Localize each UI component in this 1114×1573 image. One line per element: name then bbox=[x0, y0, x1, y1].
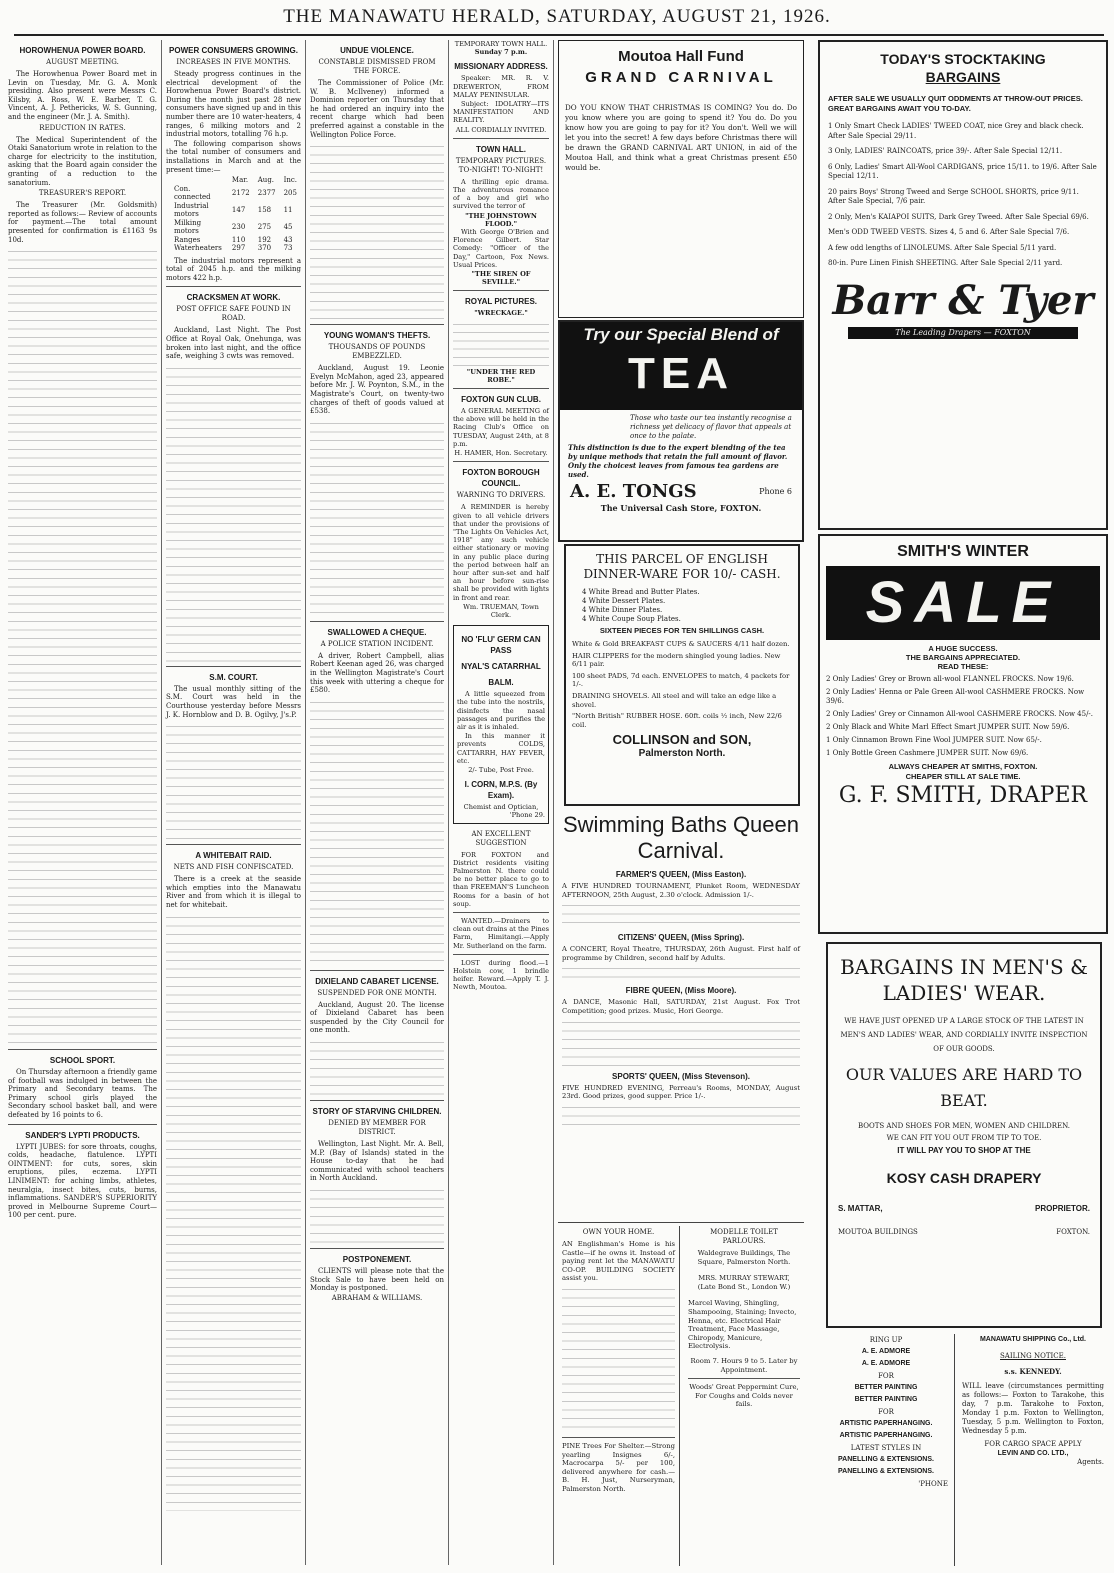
table-row bbox=[170, 219, 301, 236]
list-item: 2 Only Ladies' Henna or Pale Green All-wool CASHMERE FROCKS. Now 39/6. bbox=[826, 688, 1085, 705]
table-header-cell: Inc. bbox=[283, 176, 297, 185]
table-cell: Con. connected bbox=[174, 184, 211, 202]
table-cell: 205 bbox=[283, 188, 297, 197]
paragraph: 100 sheet PADS, 7d each. ENVELOPES to match, 4 packets for 1/-. bbox=[572, 671, 790, 689]
heading: MISSIONARY ADDRESS. bbox=[454, 62, 548, 72]
signature: ABRAHAM & WILLIAMS. bbox=[331, 1293, 423, 1302]
paragraph: The Medical Superintendent of the Otaki Sanatorium wrote in relation to the charge for electricity to the institution, asking that the Board again consider the granting of a reduction to the sanatorium. bbox=[8, 135, 157, 187]
ad-heading: BALM. bbox=[488, 678, 514, 688]
paragraph: The industrial motors represent a total of 2045 h.p. and the milking motors 422 h.p. bbox=[166, 256, 301, 282]
modelle-parlours-ad bbox=[684, 1226, 804, 1566]
subheading: POST OFFICE SAFE FOUND IN ROAD. bbox=[176, 305, 291, 323]
filler-text bbox=[8, 245, 157, 1045]
heading: SCHOOL SPORT. bbox=[49, 1056, 116, 1066]
subheading: AN EXCELLENT SUGGESTION bbox=[471, 829, 531, 847]
list-item: 4 White Bread and Butter Plates. bbox=[582, 588, 700, 596]
table-row bbox=[170, 236, 301, 245]
notice-line: Sunday 7 p.m. bbox=[474, 48, 528, 57]
heading: FOXTON GUN CLUB. bbox=[461, 395, 541, 405]
table-cell: Industrial motors bbox=[174, 201, 209, 219]
heading: TOWN HALL. bbox=[475, 144, 527, 154]
ad-line: BETTER PAINTING bbox=[854, 1396, 918, 1403]
divider bbox=[453, 954, 549, 955]
ad-line: ARTISTIC PAPERHANGING. bbox=[839, 1420, 933, 1427]
heading: HOROWHENUA POWER BOARD. bbox=[19, 46, 146, 55]
signature: Wm. TRUEMAN, Town Clerk. bbox=[463, 602, 539, 619]
smiths-winter-sale-ad bbox=[818, 534, 1108, 934]
paragraph: There is a creek at the seaside which empties into the Manawatu River and from which it is illegal to net for whitebait. bbox=[166, 875, 301, 909]
ad-line: FOR bbox=[878, 1372, 894, 1380]
ad-subheading: READ THESE: bbox=[937, 662, 989, 671]
subheading: CONSTABLE DISMISSED FROM THE FORCE. bbox=[318, 58, 436, 75]
table-cell: Waterheaters bbox=[174, 244, 222, 253]
ad-proprietor-title: PROPRIETOR. bbox=[1035, 1204, 1090, 1213]
ad-line: FOR bbox=[878, 1408, 894, 1416]
ad-body: WE HAVE JUST OPENED UP A LARGE STOCK OF THE LATEST IN MEN'S AND LADIES' WEAR, AND CORDIALLY INVITE INSPECTION OF OUR GOODS. bbox=[840, 1017, 1088, 1053]
tea-text: Those who taste our tea instantly recognise a richness yet delicacy of flavor that appeals at once to the palate. bbox=[630, 414, 792, 440]
paragraph: Auckland, Last Night. The Post Office at Royal Oak, Onehunga, was broken into last night, and the office safe, weighing 3 cwts was removed. bbox=[166, 326, 301, 361]
ad-heading: NYAL'S CATARRHAL bbox=[461, 662, 541, 672]
tea-banner bbox=[560, 322, 802, 410]
table-cell: 2377 bbox=[257, 188, 276, 197]
list-item: 1 Only Smart Check LADIES' TWEED COAT, nice Grey and black check. After Sale Special 29/11. bbox=[828, 122, 1084, 140]
admore-painting-ad bbox=[818, 1334, 955, 1566]
ad-phone: 'Phone 29. bbox=[509, 811, 545, 820]
subheading: NETS AND FISH CONFISCATED. bbox=[173, 863, 294, 872]
ad-footer: CHEAPER STILL AT SALE TIME. bbox=[905, 772, 1021, 781]
divider bbox=[310, 1100, 444, 1101]
ad-title: TODAY'S STOCKTAKING bbox=[880, 51, 1046, 67]
heading: POSTPONEMENT. bbox=[342, 1255, 412, 1265]
ad-place: Palmerston North. bbox=[638, 748, 726, 760]
filler-text bbox=[310, 696, 444, 966]
notice-line: ALL CORDIALLY INVITED. bbox=[455, 125, 547, 134]
filler-text bbox=[310, 1184, 444, 1244]
list-item: 20 pairs Boys' Strong Tweed and Serge SCHOOL SHORTS, price 9/11. After Sale Special, 7/6 pair. bbox=[828, 187, 1079, 205]
subheading: TREASURER'S REPORT. bbox=[38, 189, 127, 198]
divider bbox=[453, 290, 549, 291]
list-item: 4 White Coupe Soup Plates. bbox=[582, 615, 681, 623]
table-cell: 297 bbox=[231, 244, 246, 253]
ad-address-row bbox=[838, 1224, 1090, 1240]
paragraph: HAIR CLIPPERS for the modern shingled young ladies. New 6/11 pair. bbox=[572, 651, 781, 669]
list-item: 6 Only, Ladies' Smart All-Wool CARDIGANS, price 15/11. to 19/6. After Sale Special 12/11. bbox=[828, 162, 1097, 180]
divider bbox=[8, 1049, 157, 1050]
consumers-table bbox=[170, 176, 301, 253]
ad-subheading: A HUGE SUCCESS. bbox=[928, 644, 998, 653]
paragraph: With George O'Brien and Florence Gilbert. Star Comedy: "Officer of the Day," Cartoon, Fox News. Usual Prices. bbox=[453, 228, 549, 269]
filler-text bbox=[562, 1101, 800, 1131]
divider bbox=[166, 844, 301, 845]
divider bbox=[310, 324, 444, 325]
divider bbox=[453, 138, 549, 139]
subheading: AUGUST MEETING. bbox=[46, 58, 119, 66]
sale-banner: SALE bbox=[826, 566, 1100, 640]
list-item: 2 Only Ladies' Grey or Brown all-wool FLANNEL FROCKS. Now 19/6. bbox=[826, 675, 1074, 683]
ad-signature: Chemist and Optician, bbox=[463, 803, 539, 812]
divider bbox=[453, 388, 549, 389]
masthead bbox=[0, 0, 1114, 36]
ad-subtitle: GRAND CARNIVAL bbox=[585, 69, 777, 86]
ad-slogan: OUR VALUES ARE HARD TO BEAT. bbox=[845, 1065, 1083, 1110]
table-header-cell: Aug. bbox=[257, 176, 275, 185]
ad-merchant: KOSY CASH DRAPERY bbox=[886, 1170, 1042, 1186]
table-cell: 45 bbox=[283, 222, 293, 231]
ad-merchant: G. F. SMITH, DRAPER bbox=[838, 783, 1088, 808]
ad-line: RING UP bbox=[869, 1336, 903, 1344]
heading: POWER CONSUMERS GROWING. bbox=[169, 46, 298, 55]
ad-title: Moutoa Hall Fund bbox=[618, 48, 744, 65]
filler-text bbox=[310, 417, 444, 617]
paragraph: A little squeezed from the tube into the nostrils, disinfects the nasal passages and purifies the air as it is inhaled. bbox=[457, 690, 545, 731]
ad-title: BARGAINS IN MEN'S & LADIES' WEAR. bbox=[840, 955, 1088, 1005]
ad-phone: 'PHONE bbox=[918, 1480, 948, 1488]
tea-text: This distinction is due to the expert blending of the tea by unique methods that retain the full amount of flavor. Only the choicest leaves from famous tea gardens are used. bbox=[568, 443, 788, 479]
paragraph: A GENERAL MEETING of the above will be held in the Racing Club's Office on TUESDAY, August 24th, at 8 p.m. bbox=[453, 407, 549, 448]
filler-text bbox=[562, 1016, 800, 1066]
ad-subheading: THE BARGAINS APPRECIATED. bbox=[905, 653, 1021, 662]
barr-tyer-tagline: The Leading Drapers — FOXTON bbox=[848, 327, 1078, 339]
table-cell: 370 bbox=[257, 244, 272, 253]
paragraph: The Commissioner of Police (Mr. W. B. McIlveney) informed a Dominion reporter on Thursday that he had ordered an inquiry into the recent charge which had been preferred against a constable in the Wellington Police Force. bbox=[310, 79, 444, 139]
heading: ROYAL PICTURES. bbox=[464, 297, 537, 307]
heading: DIXIELAND CABARET LICENSE. bbox=[315, 976, 439, 986]
paragraph: The following comparison shows the total number of consumers and installations in March and at the present time:— bbox=[166, 139, 301, 174]
column-4 bbox=[449, 40, 554, 1565]
table-header-cell bbox=[170, 176, 228, 185]
heading: FOXTON BOROUGH COUNCIL. bbox=[462, 468, 540, 489]
shipping-notice-ad bbox=[958, 1334, 1108, 1566]
heading: A WHITEBAIT RAID. bbox=[195, 851, 272, 861]
subheading: WARNING TO DRIVERS. bbox=[456, 491, 546, 500]
filler-text bbox=[310, 140, 444, 320]
paragraph: The Treasurer (Mr. Goldsmith) reported as follows:— Review of accounts for payment.—The total amount presented for confirmation is £1163 9s 10d. bbox=[8, 201, 157, 244]
subheading: SUSPENDED FOR ONE MONTH. bbox=[317, 988, 437, 997]
ad-town: FOXTON. bbox=[1056, 1228, 1090, 1236]
table-cell: 192 bbox=[257, 235, 272, 244]
table-cell: 230 bbox=[231, 222, 246, 231]
collinson-dinnerware-ad bbox=[564, 544, 800, 806]
paragraph: PINE Trees For Shelter.—Strong yearling Insignes 6/-, Macrocarpa 5/- per 100, delivered anywhere for cash.—B. H. Just, Nurseryman, Palmerston North. bbox=[562, 1441, 675, 1493]
divider bbox=[453, 912, 549, 913]
paragraph: The usual monthly sitting of the S.M. Court was held in the Courthouse yesterday before Messrs J. K. Hornblow and D. B. Ogilvy, J's.P. bbox=[166, 684, 301, 719]
heading: SANDER'S LYPTI PRODUCTS. bbox=[25, 1130, 140, 1140]
ad-body: FOR CARGO SPACE APPLY bbox=[984, 1440, 1082, 1448]
paragraph: White & Gold BREAKFAST CUPS & SAUCERS 4/11 half dozen. bbox=[572, 640, 790, 648]
ad-intro: AFTER SALE WE USUALLY QUIT ODDMENTS AT THROW-OUT PRICES. GREAT BARGAINS AWAIT YOU TO-DAY. bbox=[828, 94, 1083, 113]
column-2 bbox=[162, 40, 306, 1565]
subheading: THOUSANDS OF POUNDS EMBEZZLED. bbox=[328, 343, 426, 361]
subheading: REDUCTION IN RATES. bbox=[39, 123, 126, 132]
ad-agent: LEVIN AND CO. LTD., bbox=[997, 1450, 1069, 1457]
table-cell: 73 bbox=[283, 244, 293, 253]
own-your-home-ad bbox=[558, 1226, 680, 1566]
ad-line: LATEST STYLES IN bbox=[850, 1444, 922, 1452]
table-cell: 11 bbox=[283, 205, 293, 214]
paragraph: A driver, Robert Campbell, alias Robert Keenan aged 26, was charged in the Wellington Magistrate's Court this week with uttering a cheque for £580. bbox=[310, 651, 444, 695]
table-cell: 158 bbox=[257, 205, 272, 214]
table-cell: Milking motors bbox=[174, 218, 202, 236]
divider bbox=[310, 1248, 444, 1249]
ad-body: WE CAN FIT YOU OUT FROM TIP TO TOE. bbox=[886, 1134, 1042, 1142]
paragraph: Auckland, August 20. The license of Dixieland Cabaret has been suspended by the City Council for one month. bbox=[310, 1000, 444, 1035]
ad-title: MANAWATU SHIPPING Co., Ltd. bbox=[979, 1336, 1087, 1343]
paragraph: A CONCERT, Royal Theatre, THURSDAY, 26th August. First half of programme by Children, second half by Adults. bbox=[562, 945, 800, 962]
ad-heading: NO 'FLU' GERM CAN PASS bbox=[461, 635, 541, 656]
list-item: Men's ODD TWEED VESTS. Sizes 4, 5 and 6. After Sale Special 7/6. bbox=[828, 228, 1070, 236]
paragraph: FIVE HUNDRED EVENING, Perreau's Rooms, MONDAY, August 23rd. Good prizes, good supper. Price 1/-. bbox=[562, 1083, 800, 1101]
list-item: 2 Only Ladies' Grey or Cinnamon All-wool CASHMERE FROCKS. Now 45/-. bbox=[826, 710, 1094, 718]
ad-title: SMITH'S WINTER bbox=[897, 543, 1029, 560]
queen-heading: SPORTS' QUEEN, (Miss Stevenson). bbox=[612, 1071, 750, 1081]
table-row bbox=[170, 202, 301, 219]
list-item: A few odd lengths of LINOLEUMS. After Sale Special 5/11 yard. bbox=[828, 243, 1057, 252]
paragraph: A REMINDER is hereby given to all vehicle drivers that under the provisions of "The Lights On Vehicles Act, 1918" any such vehicle either stationary or moving in any public place during the period between half an hour after sun-set and half an hour before sun-rise shall be provided with lights in front and rear. bbox=[453, 503, 549, 602]
tea-merchant: A. E. TONGS bbox=[570, 481, 697, 502]
list-item: 1 Only Bottle Green Cashmere JUMPER SUIT. Now 69/6. bbox=[826, 749, 1029, 757]
divider bbox=[166, 666, 301, 667]
paragraph: On Thursday afternoon a friendly game of football was indulged in between the Primary and Secondary teams. The Primary school girls played the Secondary school basket ball, and were defeated by 16 points to 6. bbox=[8, 1068, 157, 1120]
filler-text bbox=[166, 362, 301, 662]
paragraph: "North British" RUBBER HOSE. 60ft. coils ½ inch, New 22/6 coil. bbox=[572, 712, 782, 729]
ad-title: MODELLE TOILET PARLOURS. bbox=[710, 1228, 778, 1245]
column-3 bbox=[306, 40, 449, 1565]
divider bbox=[562, 1437, 675, 1438]
table-row bbox=[170, 185, 301, 202]
barr-tyer-logo: Barr & Tyer bbox=[832, 276, 1094, 324]
ad-agent-title: Agents. bbox=[1077, 1458, 1104, 1466]
film-title: "WRECKAGE." bbox=[474, 309, 528, 318]
ad-title: OWN YOUR HOME. bbox=[582, 1228, 655, 1236]
divider bbox=[310, 970, 444, 971]
film-title: "THE SIREN OF SEVILLE." bbox=[471, 270, 531, 287]
paragraph: A thrilling epic drama. The adventurous romance of a boy and girl who survived the terror of bbox=[453, 177, 549, 211]
list-item: 4 White Dinner Plates. bbox=[582, 606, 663, 614]
ad-proprietor: S. MATTAR, bbox=[838, 1204, 883, 1213]
heading: STORY OF STARVING CHILDREN. bbox=[312, 1107, 442, 1117]
paragraph: The Horowhenua Power Board met in Levin on Tuesday, Mr. G. A. Monk presiding. Also present were Messrs C. Kilsby, A. Ross, W. E. Barber, T. G. Vincent, A. J. Pethericks, W. S. Gunning, and the engineer (Mr. J. A. Smith). bbox=[8, 70, 157, 121]
table-header-cell: Mar. bbox=[231, 176, 249, 185]
heading: SWALLOWED A CHEQUE. bbox=[327, 627, 427, 637]
list-item: 2 Only Black and White Marl Effect Smart JUMPER SUIT. Now 59/6. bbox=[826, 723, 1070, 731]
paragraph: Wellington, Last Night. Mr. A. Bell, M.P. (Bay of Islands) stated in the House to-day that he had communicated with school teachers in North Auckland. bbox=[310, 1140, 444, 1183]
divider bbox=[453, 461, 549, 462]
subheading: A POLICE STATION INCIDENT. bbox=[320, 639, 434, 648]
tea-banner-line: Try our Special Blend of bbox=[583, 325, 779, 344]
divider bbox=[8, 1124, 157, 1125]
paragraph: FOR FOXTON and District residents visiting Palmerston N. there could be no better place to go to than FREEMAN'S Luncheon Rooms for a basin of hot soup. bbox=[453, 850, 549, 908]
divider bbox=[310, 621, 444, 622]
paragraph: Marcel Waving, Shingling, Shampooing, Staining; Invecto, Henna, etc. Electrical Hair Treatment, Face Massage, Chiropody, Manicure, Electrolysis. bbox=[688, 1299, 797, 1351]
ad-body: IT WILL PAY YOU TO SHOP AT THE bbox=[897, 1146, 1031, 1155]
film-title: "THE JOHNSTOWN FLOOD." bbox=[465, 211, 537, 228]
subheading: INCREASES IN FIVE MONTHS. bbox=[176, 58, 291, 66]
ad-proprietor: MRS. MURRAY STEWART, bbox=[698, 1274, 790, 1283]
ad-title: Swimming Baths Queen Carnival. bbox=[563, 812, 799, 863]
film-title: "UNDER THE RED ROBE." bbox=[466, 367, 536, 384]
ad-line: BETTER PAINTING bbox=[854, 1384, 918, 1391]
list-item: 3 Only, LADIES' RAINCOATS, price 39/-. After Sale Special 12/11. bbox=[828, 147, 1063, 155]
sale-list bbox=[826, 675, 1100, 758]
table-cell: 110 bbox=[231, 235, 246, 244]
heading: S.M. COURT. bbox=[209, 672, 258, 682]
tea-banner-word: TEA bbox=[628, 349, 734, 398]
filler-text bbox=[166, 720, 301, 840]
table-cell: 43 bbox=[283, 235, 293, 244]
ad-title: BARGAINS bbox=[925, 69, 1001, 85]
filler-text bbox=[166, 911, 301, 1511]
table-cell: 147 bbox=[231, 205, 246, 214]
tea-footer bbox=[560, 481, 802, 503]
list-item: 2 Only, Men's KAIAPOI SUITS, Dark Grey Tweed. After Sale Special 69/6. bbox=[828, 212, 1089, 221]
tea-phone: Phone 6 bbox=[759, 487, 792, 496]
column-1 bbox=[4, 40, 162, 1565]
paragraph: CLIENTS will please note that the Stock Sale to have been held on Monday is postponed. bbox=[310, 1267, 444, 1293]
masthead-rule bbox=[14, 34, 1104, 36]
paragraph: DRAINING SHOVELS. All steel and will take an edge like a shovel. bbox=[572, 691, 777, 709]
subheading: TEMPORARY PICTURES. TO-NIGHT! TO-NIGHT! bbox=[455, 156, 547, 174]
tea-store: The Universal Cash Store, FOXTON. bbox=[600, 503, 762, 513]
filler-text bbox=[453, 318, 549, 368]
paragraph: Auckland, August 19. Leonie Evelyn McMahon, aged 23, appeared before Mr. J. W. Poynton, S.M., in the Magistrate's Court, on twenty-two charges of theft of goods valued at £538. bbox=[310, 364, 444, 416]
ad-line: PANELLING & EXTENSIONS. bbox=[838, 1456, 934, 1463]
paragraph: In this manner it prevents COLDS, CATTARRH, HAY FEVER, etc. bbox=[457, 732, 545, 765]
divider bbox=[688, 1378, 800, 1379]
ad-line: PANELLING & EXTENSIONS. bbox=[838, 1468, 934, 1475]
ad-line: ARTISTIC PAPERHANGING. bbox=[839, 1432, 933, 1439]
queen-heading: FIBRE QUEEN, (Miss Moore). bbox=[625, 986, 737, 996]
heading: YOUNG WOMAN'S THEFTS. bbox=[323, 331, 431, 341]
queen-heading: FARMER'S QUEEN, (Miss Easton). bbox=[615, 870, 747, 879]
nyals-balm-ad bbox=[453, 625, 549, 823]
list-item: 4 White Dessert Plates. bbox=[582, 597, 666, 605]
ad-proprietor-row bbox=[838, 1200, 1090, 1218]
filler-text bbox=[562, 962, 800, 980]
ad-line: A. E. ADMORE bbox=[861, 1348, 911, 1355]
ad-merchant: COLLINSON and SON, bbox=[612, 732, 752, 748]
table-cell: 275 bbox=[257, 222, 272, 231]
queen-heading: CITIZENS' QUEEN, (Miss Spring). bbox=[617, 933, 745, 943]
signature: H. HAMER, Hon. Secretary. bbox=[454, 449, 548, 458]
paragraph: Subject: IDOLATRY—ITS MANIFESTATION AND REALITY. bbox=[453, 100, 549, 125]
ad-proprietor-note: (Late Bond St., London W.) bbox=[697, 1282, 791, 1291]
ad-body: Woods' Great Peppermint Cure, For Coughs and Colds never fails. bbox=[689, 1383, 799, 1409]
paragraph: LOST during flood.—1 Holstein cow, 1 brindle heifer. Reward.—Apply T. J. Newth, Moutoa. bbox=[453, 958, 549, 992]
ad-signature: I. CORN, M.P.S. (By Exam). bbox=[464, 780, 538, 801]
list-item: 1 Only Cinnamon Brown Fine Wool JUMPER SUIT. Now 65/-. bbox=[826, 736, 1042, 744]
table-cell: 2172 bbox=[231, 188, 250, 197]
moutoa-carnival-ad bbox=[558, 40, 804, 318]
filler-text bbox=[562, 1283, 675, 1433]
heading: UNDUE VIOLENCE. bbox=[340, 46, 414, 55]
stocktaking-bargains-ad bbox=[818, 40, 1108, 530]
heading: CRACKSMEN AT WORK. bbox=[186, 293, 281, 303]
filler-text bbox=[310, 1036, 444, 1096]
ad-body: BOOTS AND SHOES FOR MEN, WOMEN AND CHILDREN. bbox=[857, 1122, 1071, 1130]
paragraph: WANTED.—Drainers to clean out drains at the Pines Farm, Himitangi.—Apply Mr. Sutherland on the farm. bbox=[453, 917, 549, 950]
ad-line: A. E. ADMORE bbox=[861, 1360, 911, 1367]
ad-building: MOUTOA BUILDINGS bbox=[838, 1228, 918, 1236]
paragraph: A DANCE, Masonic Hall, SATURDAY, 21st August. Fox Trot Competition; good prizes. Music, Hori George. bbox=[562, 998, 800, 1015]
ad-body bbox=[558, 869, 804, 1131]
ad-body bbox=[572, 640, 792, 729]
table-cell: Ranges bbox=[174, 235, 201, 244]
list-item: 80-in. Pure Linen Finish SHEETING. After Sale Special 2/11 yard. bbox=[828, 259, 1063, 267]
ship-name: s.s. KENNEDY. bbox=[1004, 1367, 1062, 1376]
dinnerware-list bbox=[582, 588, 792, 624]
dinnerware-total: SIXTEEN PIECES FOR TEN SHILLINGS CASH. bbox=[599, 626, 765, 635]
divider bbox=[166, 286, 301, 287]
table-header-row bbox=[170, 176, 301, 185]
table-row bbox=[170, 244, 301, 253]
filler-text bbox=[562, 899, 800, 927]
ad-title: THIS PARCEL OF ENGLISH DINNER-WARE FOR 10/- CASH. bbox=[583, 552, 781, 581]
paragraph: Steady progress continues in the electrical development of the Horowhenua Power Board's district. During the month just past 28 new consumers have signed up and in this number there are 10 water-heaters, 4 ranges, 6 milking motors and 2 industrial motors, totalling 76 h.p. bbox=[166, 70, 301, 139]
paragraph: WILL leave (circumstances permitting as follows:— Foxton to Tarakohe, this day, 7 p.m. Tarakohe to Foxton, Monday 1 p.m. Foxton to Wellington, Tuesday, 5 p.m. Wellington to Foxton, Wednesday 5 p.m. bbox=[962, 1382, 1104, 1435]
masthead-title: THE MANAWATU HERALD, SATURDAY, AUGUST 21, 1926. bbox=[283, 6, 831, 27]
kosy-drapery-ad bbox=[826, 942, 1102, 1328]
paragraph: LYPTI JUBES: for sore throats, coughs, colds, headache, flatulence. LYPTI OINTMENT: for cuts, sores, skin eruptions, piles, eczema. LYPTI LINIMENT: for aching limbs, athletes, neuralgia, insect bites, cuts, burns, inflammations. SANDER'S SUPERIORITY proved in Melbourne Supreme Court—100 per cent. pure. bbox=[8, 1142, 157, 1220]
paragraph: Speaker: MR. R. V. DREWERTON, FROM MALAY PENINSULAR. bbox=[453, 74, 549, 99]
notice-line: TEMPORARY TOWN HALL. bbox=[454, 40, 548, 48]
bargain-list bbox=[828, 122, 1098, 269]
ad-hours: Room 7. Hours 9 to 5. Later by Appointment. bbox=[690, 1356, 798, 1374]
ad-body: DO YOU KNOW THAT CHRISTMAS IS COMING? You do. Do you know where you are going to spend it? You do. Do you know how you are going to pay for it? You don't. Well we will let you into the secret! A few days before Christmas there will be drawn the GRAND CARNIVAL ART UNION, in aid of the Moutoa Hall, and think what a great Christmas present £50 would be. bbox=[565, 103, 797, 172]
ad-subtitle: SAILING NOTICE. bbox=[1000, 1352, 1066, 1360]
paragraph: AN Englishman's Home is his Castle—if he owns it. Instead of paying rent let the MANAWATU CO-OP. BUILDING SOCIETY assist you. bbox=[562, 1240, 675, 1283]
ad-price: 2/- Tube, Post Free. bbox=[468, 765, 534, 774]
tongs-tea-ad bbox=[558, 320, 804, 542]
swimming-carnival-ad bbox=[558, 812, 804, 1223]
ad-address: Waldegrave Buildings, The Square, Palmerston North. bbox=[697, 1249, 791, 1266]
ad-footer: ALWAYS CHEAPER AT SMITHS, FOXTON. bbox=[888, 762, 1038, 771]
subheading: DENIED BY MEMBER FOR DISTRICT. bbox=[328, 1119, 426, 1137]
paragraph: A FIVE HUNDRED TOURNAMENT, Plunket Room, WEDNESDAY AFTERNOON, 25th August, 2.30 o'clock. Admission 1/-. bbox=[562, 882, 800, 899]
